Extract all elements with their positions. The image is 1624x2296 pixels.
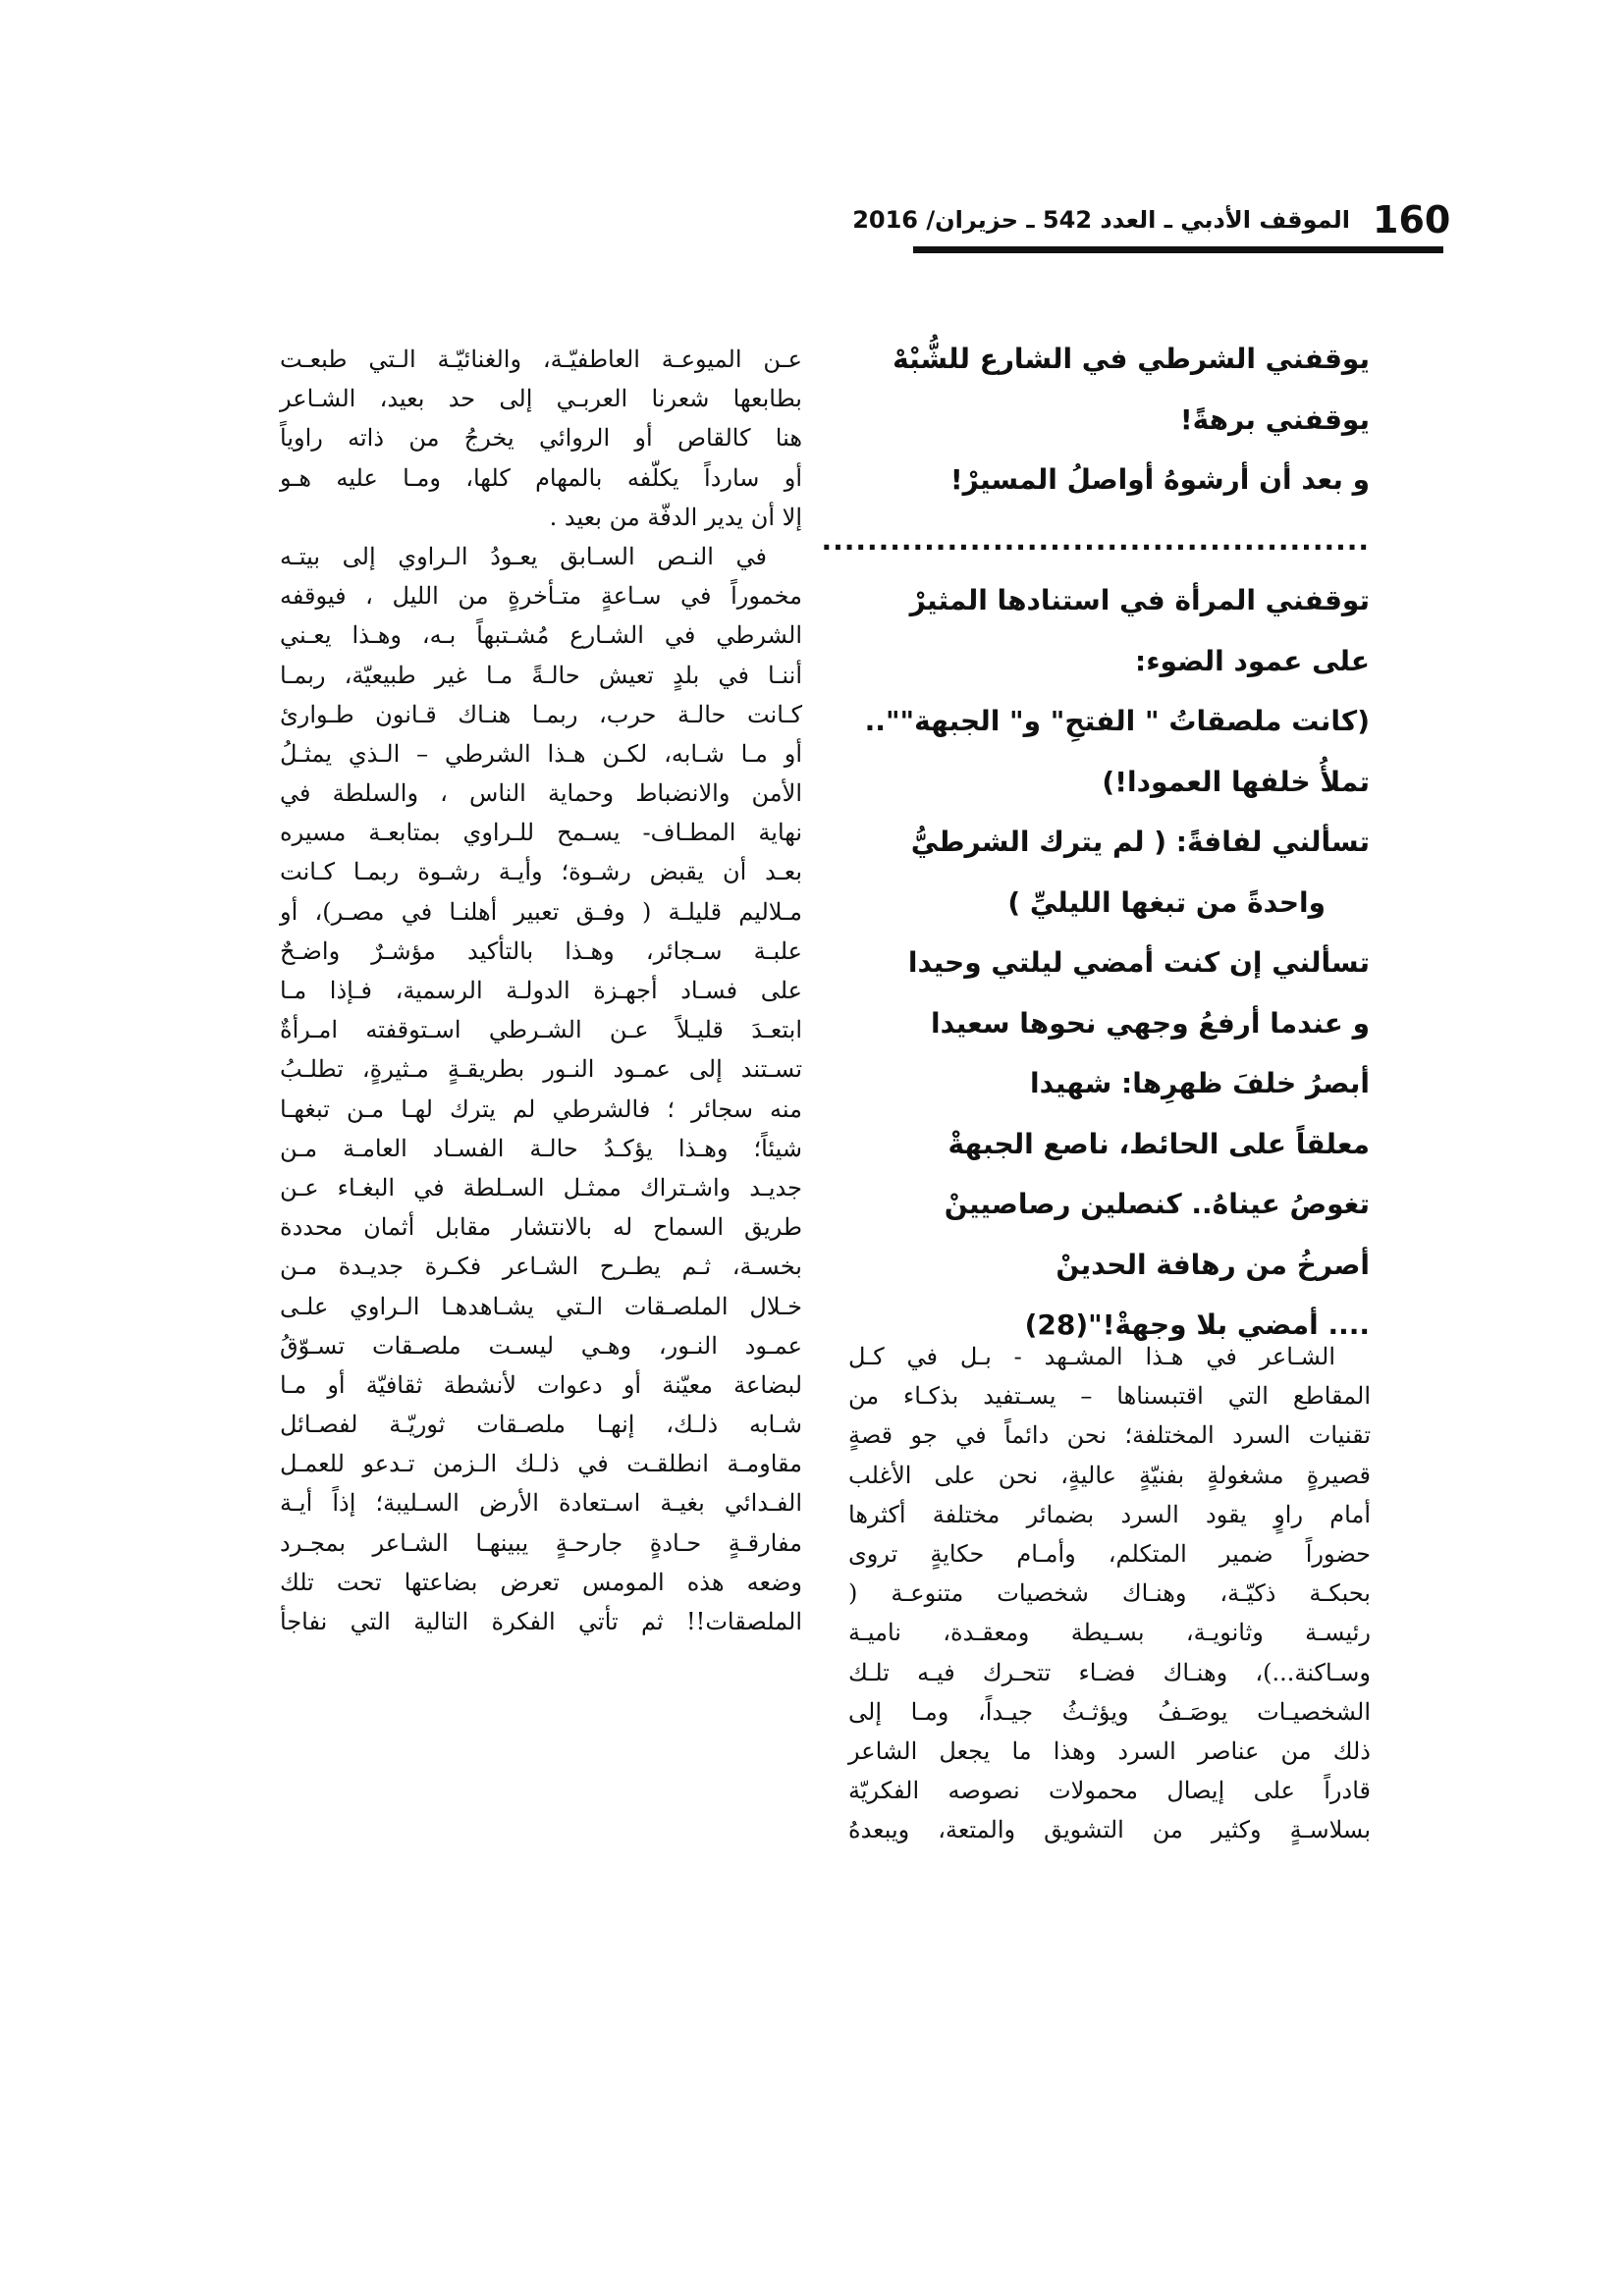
prose-line: لبضاعة معيّنة أو دعوات لأنشطة ثقافيّة أو مـا xyxy=(280,1370,802,1399)
prose-line: هنا كالقاص أو الروائي يخرجُ من ذاته راوياً xyxy=(280,424,802,453)
prose-line: وسـاكنة...)، وهنـاك فضـاء تتحـرك فيـه تلـك xyxy=(848,1658,1371,1686)
prose-line: عمـود النـور، وهـي ليسـت ملصـقات تسـوّقُ xyxy=(280,1331,802,1360)
prose-line: نهاية المطـاف- يسـمح للـراوي بمتابعـة مسيره xyxy=(280,819,802,847)
poem-line: واحدةً من تبغها الليليِّ ) xyxy=(1007,885,1326,919)
prose-line: جديـد واشـتراك ممثـل السـلطة في البغـاء عـن xyxy=(280,1173,802,1201)
prose-line: خـلال الملصـقات الـتي يشـاهدهـا الـراوي علـى xyxy=(280,1292,802,1320)
prose-line: الشـاعر في هـذا المشـهد - بـل في كـل xyxy=(848,1343,1335,1370)
prose-line: طريق السماح له بالانتشار مقابل أثمان محددة xyxy=(280,1213,802,1242)
prose-line: أو مـا شـابه، لكـن هـذا الشرطي – الـذي يمثـلُ xyxy=(280,739,802,768)
prose-line: على فسـاد أجهـزة الدولـة الرسمية، فـإذا مـا xyxy=(280,977,802,1004)
prose-line: علبـة سـجائر، وهـذا بالتأكيد مؤشـرٌ واضـحٌ xyxy=(280,936,802,965)
prose-line: بخسـة، ثـم يطـرح الشـاعر فكـرة جديـدة مـن xyxy=(280,1253,802,1281)
prose-line: مفارقـةٍ حـادةٍ جارحـةٍ يبينهـا الشـاعر بمجـرد xyxy=(280,1528,802,1557)
poem-line: يوقفني الشرطي في الشارع للشُّبْهْ xyxy=(893,343,1370,375)
running-head: الموقف الأدبي ـ العدد 542 ـ حزيران/ 2016 xyxy=(852,206,1350,234)
prose-line: حضوراً ضمير المتكلم، وأمـام حكايةٍ تروى xyxy=(848,1539,1371,1568)
left-column-prose xyxy=(280,340,802,1641)
poem-line: تغوصُ عيناهُ.. كنصلين رصاصيينْ xyxy=(944,1188,1370,1220)
prose-line: كـانت حالـة حرب، ربمـا هنـاك قـانون طـوارئ xyxy=(280,700,802,728)
poem-line: معلقاً على الحائط، ناصع الجبهةْ xyxy=(947,1127,1370,1160)
poem-line: و بعد أن أرشوهُ أواصلُ المسيرْ! xyxy=(949,463,1370,496)
prose-line: المقاطع التي اقتبسناها – يسـتفيد بذكـاء من xyxy=(848,1382,1371,1411)
prose-line: رئيسـة وثانويـة، بسـيطة ومعقـدة، ناميـة xyxy=(848,1619,1371,1647)
page-number: 160 xyxy=(1373,198,1451,241)
prose-line: وضعه هذه المومس تعرض بضاعتها تحت تلك xyxy=(280,1568,802,1596)
prose-line: الشخصيـات يوصَـفُ ويؤثـثُ جيـداً، ومـا إلى xyxy=(848,1697,1371,1726)
poem-line: أبصرُ خلفَ ظهرِها: شهيدا xyxy=(1030,1067,1370,1099)
poem-line: أصرخُ من رهافة الحدينْ xyxy=(1056,1248,1370,1281)
prose-line: مقاومـة انطلقـت في ذلـك الـزمن تـدعو للعمـل xyxy=(280,1450,802,1478)
prose-line: منه سجائر ؛ فالشرطي لم يترك لهـا مـن تبغهـا xyxy=(280,1095,802,1123)
prose-line: ذلك من عناصر السرد وهذا ما يجعل الشاعر xyxy=(848,1736,1371,1765)
prose-line: الملصقات!! ثم تأتي الفكرة التالية التي نفاجأ xyxy=(280,1608,802,1635)
prose-line: ابتعـدَ قليـلاً عـن الشـرطي اسـتوقفته امـرأةٌ xyxy=(280,1016,802,1044)
prose-line: تقنيات السرد المختلفة؛ نحن دائماً في جو قصةٍ xyxy=(848,1421,1371,1450)
prose-line: أو سارداً يكلّفه بالمهام كلها، ومـا عليه هـو xyxy=(280,463,802,492)
right-column-prose xyxy=(848,1337,1371,1849)
poem-column xyxy=(821,329,1370,1356)
prose-line: عـن الميوعـة العاطفيّـة، والغنائيّـة الـتي طبعـت xyxy=(280,346,802,373)
poem-line: تسألني لفافةً: ( لم يترك الشرطيُّ xyxy=(910,826,1370,858)
poem-line: يوقفني برهةً! xyxy=(1179,402,1370,436)
prose-line: الأمن والانضباط وحماية الناس ، والسلطة في xyxy=(280,779,802,808)
poem-line: تملأُ خلفها العمودا!) xyxy=(1102,765,1370,798)
prose-line: مخموراً في سـاعةٍ متـأخرةٍ من الليل ، فيوقفه xyxy=(280,582,802,611)
poem-line: و عندما أرفعُ وجهي نحوها سعيدا xyxy=(930,1006,1370,1040)
prose-line: أننـا في بلدٍ تعيش حالـةً مـا غير طبيعيّة، ربمـا xyxy=(280,661,802,689)
prose-line: بعـد أن يقبض رشـوة؛ وأيـة رشـوة ربمـا كـانت xyxy=(280,858,802,886)
prose-line: الفـدائي بغيـة اسـتعادة الأرض السـليبة؛ إذاً أيـة xyxy=(280,1489,802,1518)
poem-line: توقفني المرأة في استنادها المثيرْ xyxy=(909,584,1370,616)
prose-line: تسـتند إلى عمـود النـور بطريقـةٍ مـثيرةٍ، تطلـبُ xyxy=(280,1055,802,1084)
prose-line: قصيرةٍ مشغولةٍ بفنيّةٍ عاليةٍ، نحن على الأغلب xyxy=(848,1461,1371,1489)
prose-line: قادراً على إيصال محمولات نصوصه الفكريّة xyxy=(848,1777,1371,1805)
prose-line: الشرطي في الشـارع مُشـتبهاً بـه، وهـذا يعـني xyxy=(280,621,802,650)
poem-separator: ................................................ xyxy=(821,523,1370,557)
prose-line: إلا أن يدير الدفّة من بعيد . xyxy=(549,503,802,531)
header-rule xyxy=(913,246,1443,253)
prose-line: بطابعها شعرنا العربـي إلى حد بعيد، الشـاعر xyxy=(280,385,802,413)
prose-line: أمام راوٍ يقود السرد بضمائر مختلفة أكثرها xyxy=(848,1500,1371,1528)
poem-line: .... أمضي بلا وجهةْ!"(28) xyxy=(1024,1308,1370,1341)
prose-line: في النـص السـابق يعـودُ الـراوي إلى بيتـه xyxy=(280,542,767,570)
poem-line: تسألني إن كنت أمضي ليلتي وحيدا xyxy=(907,946,1370,979)
prose-line: بحبكـة ذكيّـة، وهنـاك شخصيات متنوعـة ( xyxy=(848,1579,1371,1608)
prose-line: شيئاً؛ وهـذا يؤكـدُ حالـة الفسـاد العامـة مـن xyxy=(280,1134,802,1162)
poem-line: على عمود الضوء: xyxy=(1135,644,1370,677)
prose-line: بسلاسـةٍ وكثير من التشويق والمتعة، ويبعدهُ xyxy=(848,1816,1371,1844)
prose-line: مـلاليم قليلـة ( وفـق تعبير أهلنـا في مصـر)، أو xyxy=(280,897,802,926)
prose-line: شـابه ذلـك، إنهـا ملصـقات ثوريّـة لفصـائل xyxy=(280,1411,802,1439)
poem-line: (كانت ملصقاتُ " الفتحِ" و" الجبهة"".. xyxy=(864,705,1370,737)
